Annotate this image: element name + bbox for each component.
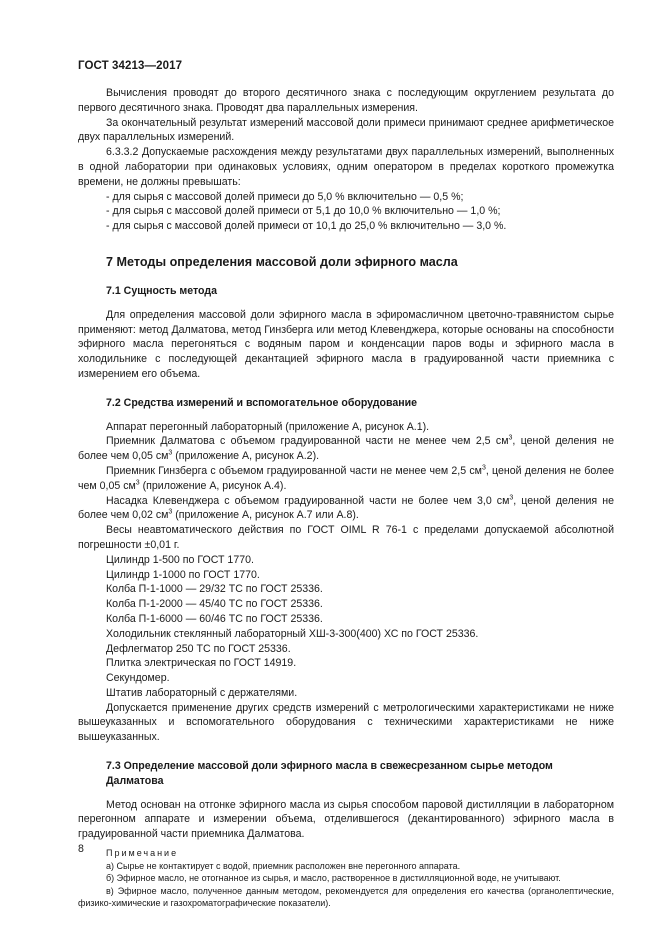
note-item: б) Эфирное масло, не отогнанное из сырья, и масло, растворенное в дистилляционной воде, не учитывают. [106,873,561,884]
equipment-list-item: Колба П-1-2000 — 45/40 ТС по ГОСТ 25336. [106,598,323,611]
equipment-dalmatov-receiver: Приемник Далматова с объемом градуированной части не менее чем 2,5 $см^3$, ценой деления не более чем 0,05 $см^3$ (приложение А, рисунок А.2). [78,434,614,463]
section-7-heading: 7 Методы определения массовой доли эфирного масла [106,254,458,269]
equipment-list-item: Секундомер. [106,672,170,685]
subsection-7-3-heading: 7.3 Определение массовой доли эфирного масла в свежесрезанном сырье методом Далматова [106,760,553,787]
equipment-list-item: Цилиндр 1-500 по ГОСТ 1770. [106,553,254,566]
equipment-list-item: Плитка электрическая по ГОСТ 14919. [106,657,297,670]
list-item: - для сырья с массовой долей примеси от 5,1 до 10,0 % включительно — 1,0 %; [106,205,501,218]
paragraph-7-1: Для определения массовой доли эфирного масла в эфиромасличном цветочно-травянистом сырье применяют: метод Далматова, метод Гинзберга или метод Клевенджера, которые основаны на способности эфирного масла перегоняться с водяным паром и конденсации паров воды и эфирного масла в холодильнике с последующей декантацией эфирного масла в градуированной части приемника с измерением его объема. [78,308,614,380]
standard-header: ГОСТ 34213—2017 [78,60,183,72]
equipment-scales: Весы неавтоматического действия по ГОСТ OIML R 76-1 с пределами допускаемой абсолютной погрешности ±0,01 г. [78,524,614,551]
note-item: в) Эфирное масло, полученное данным методом, рекомендуется для определения его качества (органолептические, физико-химические и газохроматографические показатели). [78,885,614,909]
equipment-list-item: Дефлегматор 250 ТС по ГОСТ 25336. [106,642,291,655]
equipment-list-item: Штатив лабораторный с держателями. [106,686,298,699]
paragraph-7-3: Метод основан на отгонке эфирного масла из сырья способом паровой дистилляции в лабораторном перегонном аппарате и измерении объема, отделившегося (декантированного) эфирного масла в градуированной части приемника Далматова. [78,798,614,841]
page-content [78,86,614,910]
equipment-list-item: Цилиндр 1-1000 по ГОСТ 1770. [106,568,260,581]
paragraph-6-3-3-2: 6.3.3.2 Допускаемые расхождения между результатами двух параллельных измерений, выполненных в одной лаборатории при одинаковых условиях, одним оператором в пределах короткого промежутка времени, не должны превышать: [78,146,614,188]
subsection-7-1-heading: 7.1 Сущность метода [106,284,218,297]
note-title: Примечание [106,848,179,859]
list-item: - для сырья с массовой долей примеси до 5,0 % включительно — 0,5 %; [106,190,464,203]
equipment-ginzberg-receiver: Приемник Гинзберга с объемом градуированной части не менее чем 2,5 $см^3$, ценой деления не более чем 0,05 $см^3$ (приложение А, рисунок А.4). [78,464,614,492]
paragraph-calculations: Вычисления проводят до второго десятичного знака с последующим округлением результата до первого десятичного знака. Проводят два параллельных измерения. [78,87,614,114]
note-item: а) Сырье не контактирует с водой, приемник расположен вне перегонного аппарата. [106,860,461,871]
equipment-list-item: Холодильник стеклянный лабораторный ХШ-3-300(400) ХС по ГОСТ 25336. [106,627,479,640]
list-item: - для сырья с массовой долей примеси от 10,1 до 25,0 % включительно — 3,0 %. [106,220,507,233]
paragraph-final-result: За окончательный результат измерений массовой доли примеси принимают среднее арифметическое двух параллельных измерений. [78,116,614,144]
equipment-clevenger-trap: Насадка Клевенджера с объемом градуированной части не более чем 3,0 $см^3$, ценой деления не более чем 0,02 $см^3$ (приложение А, рисунок А.7 или А.8). [78,494,614,522]
equipment-apparatus: Аппарат перегонный лабораторный (приложение А, рисунок А.1). [106,420,430,433]
page-number: 8 [78,843,84,855]
paragraph-alternatives: Допускается применение других средств измерений с метрологическими характеристиками не ниже вышеуказанных и вспомогательного оборудования с техническими характеристиками не ниже вышеуказанных. [78,701,614,744]
equipment-list-item: Колба П-1-1000 — 29/32 ТС по ГОСТ 25336. [106,583,323,596]
equipment-list-item: Колба П-1-6000 — 60/46 ТС по ГОСТ 25336. [106,612,323,625]
subsection-7-2-heading: 7.2 Средства измерений и вспомогательное оборудование [106,396,418,409]
